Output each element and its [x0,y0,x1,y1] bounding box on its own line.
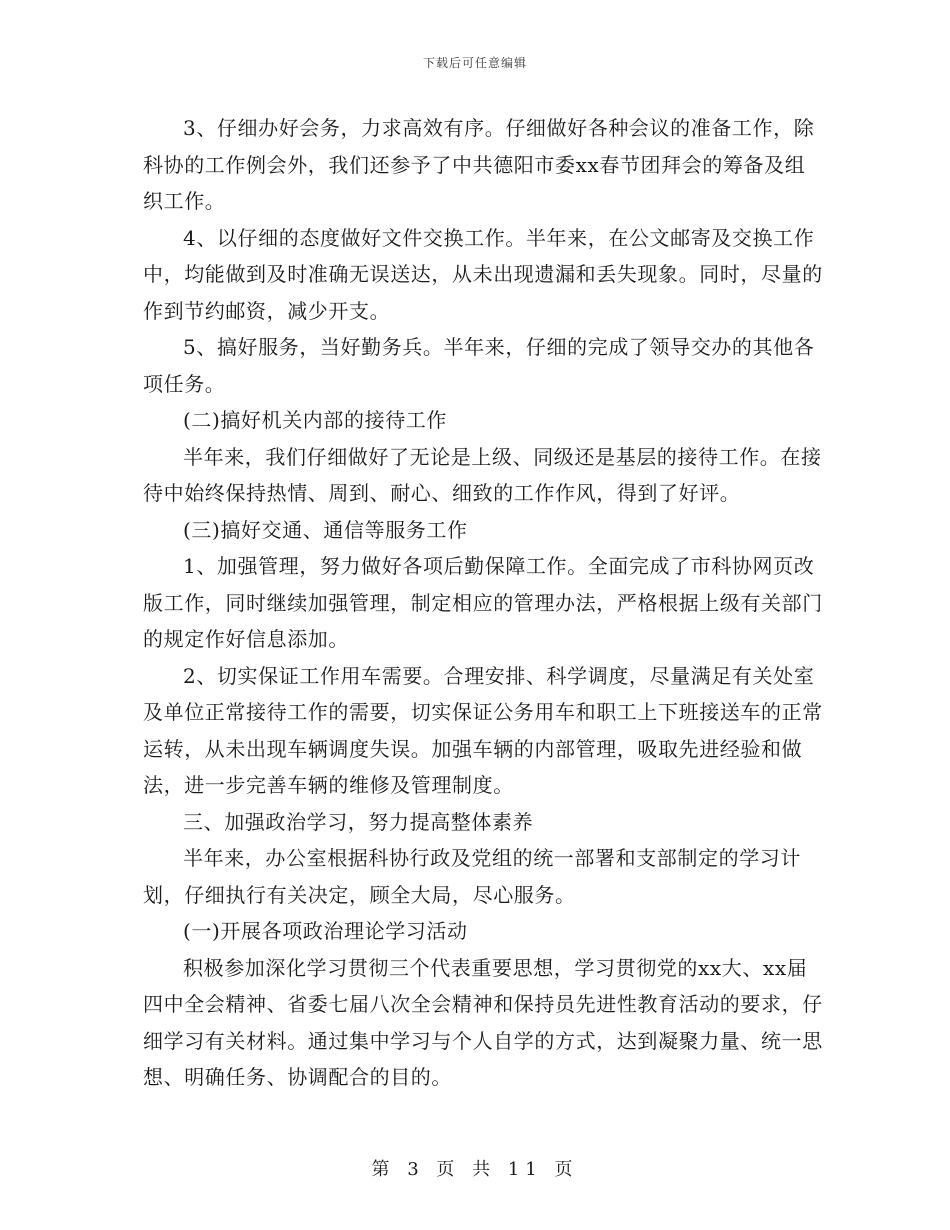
section-heading-reception: (二)搞好机关内部的接待工作 [183,408,448,432]
paragraph-meeting-affairs: 3、仔细办好会务，力求高效有序。仔细做好各种会议的准备工作，除科协的工作例会外，我们还参予了中共德阳市委xx春节团拜会的筹备及组织工作。 [143,116,815,213]
paragraph-vehicles: 2、切实保证工作用车需要。合理安排、科学调度，尽量满足有关处室及单位正常接待工作的需要，切实保证公务用车和职工上下班接送车的正常运转，从未出现车辆调度失误。加强车辆的内部管理，吸取先进经验和做法，进一步完善车辆的维修及管理制度。 [143,663,823,797]
section-heading-theory-study: (一)开展各项政治理论学习活动 [183,919,468,943]
paragraph-service: 5、搞好服务，当好勤务兵。半年来，仔细的完成了领导交办的其他各项任务。 [143,335,815,396]
paragraph-study-plan: 半年来，办公室根据科协行政及党组的统一部署和支部制定的学习计划，仔细执行有关决定，顾全大局，尽心服务。 [143,846,801,907]
paragraph-logistics: 1、加强管理，努力做好各项后勤保障工作。全面完成了市科协网页改版工作，同时继续加强管理，制定相应的管理办法，严格根据上级有关部门的规定作好信息添加。 [143,554,823,651]
paragraph-document-exchange: 4、以仔细的态度做好文件交换工作。半年来，在公文邮寄及交换工作中，均能做到及时准确无误送达，从未出现遗漏和丢失现象。同时，尽量的作到节约邮资，减少开支。 [143,225,823,323]
page-number: 第 3 页 共 11 页 [371,1159,579,1180]
paragraph-theory-study: 积极参加深化学习贯彻三个代表重要思想，学习贯彻党的xx大、xx届四中全会精神、省委七届八次全会精神和保持员先进性教育活动的要求，仔细学习有关材料。通过集中学习与个人自学的方式，达到凝聚力量、统一思想、明确任务、协调配合的目的。 [143,955,823,1089]
header-note: 下载后可任意编辑 [422,56,527,70]
section-heading-transport: (三)搞好交通、通信等服务工作 [183,517,468,542]
section-heading-political-study: 三、加强政治学习，努力提高整体素养 [183,809,534,834]
document-body [143,110,823,1096]
paragraph-reception: 半年来，我们仔细做好了无论是上级、同级还是基层的接待工作。在接待中始终保持热情、周到、耐心、细致的工作作风，得到了好评。 [143,444,822,505]
